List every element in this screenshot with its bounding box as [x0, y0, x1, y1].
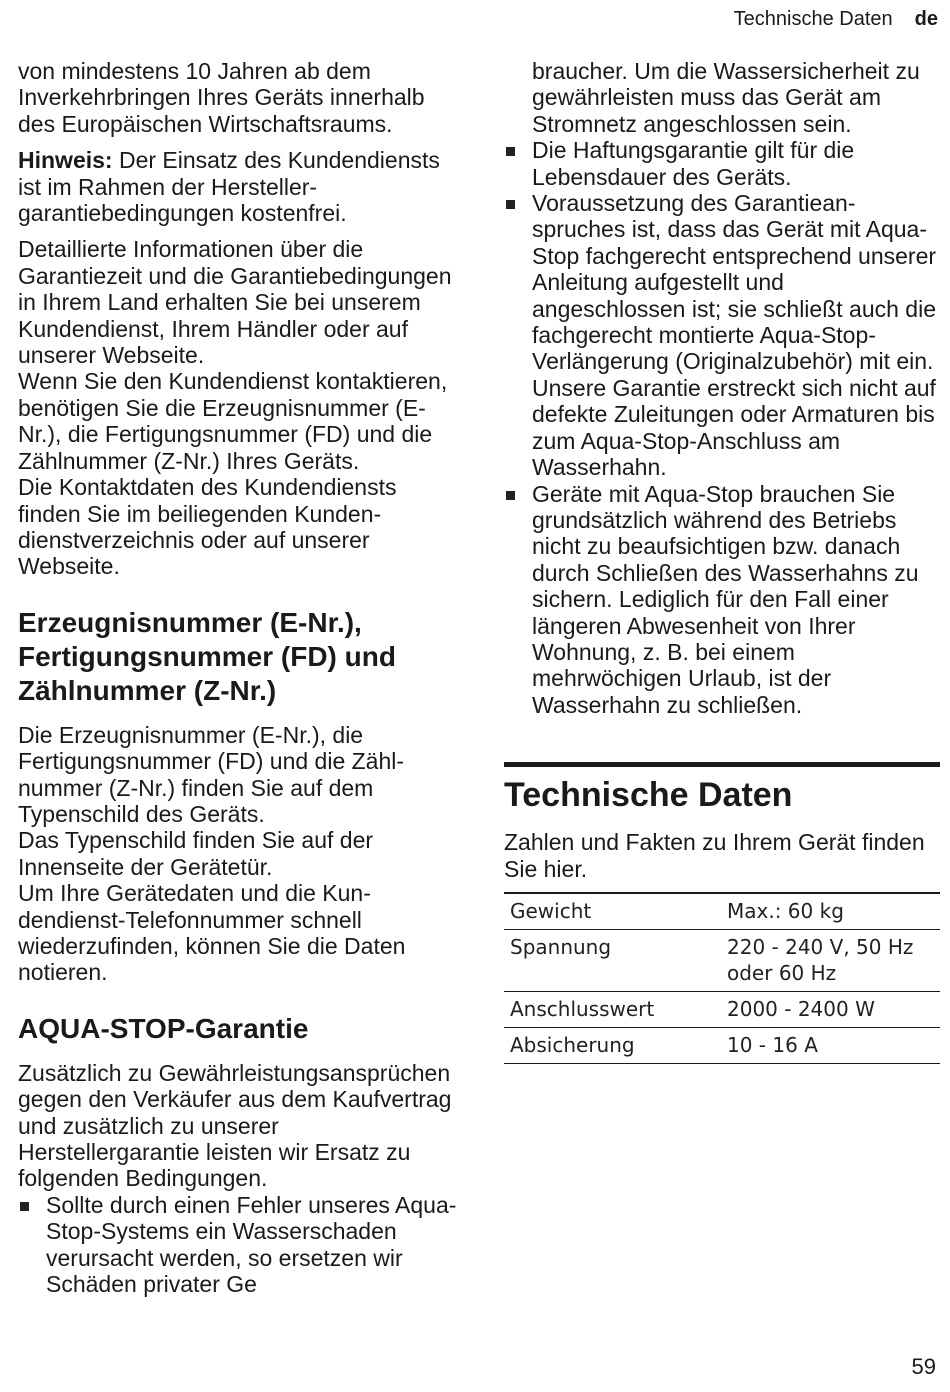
table-value: 220 - 240 V, 50 Hz oder 60 Hz	[721, 929, 940, 991]
list-item-continuation: braucher. Um die Wassersicherheit zu gewährleisten muss das Gerät am Stromnetz angeschlossen sein.	[532, 58, 920, 137]
header-section-title: Technische Daten	[733, 8, 893, 30]
warranty-period-paragraph: von mindestens 10 Jahren ab dem Inverkehrbringen Ihres Geräts innerhalb des Europäischen Wirtschaftsraums.	[18, 58, 425, 137]
technical-data-table	[504, 892, 940, 1064]
table-row	[504, 991, 940, 1027]
section-divider	[504, 762, 940, 767]
bullet-square-icon	[506, 147, 515, 156]
page-number: 59	[911, 1354, 936, 1379]
table-key: Gewicht	[504, 893, 721, 930]
product-numbers-paragraph: Die Erzeugnisnummer (E-Nr.), die Fertigungsnummer (FD) und die Zählnummer (Z-Nr.) finden Sie auf dem Typenschild des Geräts.	[18, 721, 405, 827]
table-value: Max.: 60 kg	[721, 893, 940, 930]
header-language-code: de	[914, 8, 938, 30]
type-plate-paragraph: Das Typenschild finden Sie auf der Innenseite der Gerätetür.	[18, 827, 374, 880]
table-row	[504, 893, 940, 930]
left-column	[18, 58, 463, 1297]
aqua-stop-list	[18, 1192, 463, 1298]
table-row	[504, 1027, 940, 1063]
aqua-stop-heading: AQUA-STOP-Garantie	[18, 1012, 309, 1044]
running-header	[734, 8, 938, 31]
note-label: Hinweis:	[18, 147, 113, 174]
contact-requirements-paragraph: Wenn Sie den Kundendienst kontaktieren, benötigen Sie die Erzeugnisnummer (E-Nr.), die Fertigungsnummer (FD) und die Zählnummer (Z-Nr.) Ihres Geräts.	[18, 368, 448, 474]
note-paragraph	[18, 147, 463, 226]
right-column	[504, 58, 940, 1064]
bullet-square-icon	[506, 491, 515, 500]
table-value: 2000 - 2400 W	[721, 991, 940, 1027]
list-item: Sollte durch einen Fehler unseres Aqua-Stop-Systems ein Wasserschaden verursacht werden, so ersetzen wir Schäden privater Ge	[18, 1192, 463, 1298]
bullet-square-icon	[506, 200, 515, 209]
contact-data-paragraph: Die Kontaktdaten des Kundendiensts finden Sie im beiliegenden Kundendienstverzeichnis oder auf unserer Webseite.	[18, 474, 397, 580]
aqua-stop-intro: Zusätzlich zu Gewährleistungsansprüchen gegen den Verkäufer aus dem Kaufvertrag und zusätzlich zu unserer Herstellergarantie leisten wir Ersatz zu folgenden Bedingungen.	[18, 1059, 452, 1192]
table-row	[504, 929, 940, 991]
note-text: Der Einsatz des Kundendiensts ist im Rahmen der Herstellergarantiebedingungen kostenfrei.	[18, 147, 440, 227]
list-item: Die Haftungsgarantie gilt für die Lebensdauer des Geräts.	[504, 137, 940, 190]
note-data-paragraph: Um Ihre Gerätedaten und die Kundendienst-Telefonnummer schnell wiederzufinden, können Sie die Daten notieren.	[18, 880, 406, 986]
aqua-stop-list-continued	[504, 137, 940, 718]
technical-data-intro: Zahlen und Fakten zu Ihrem Gerät finden Sie hier.	[504, 829, 925, 882]
technical-data-heading: Technische Daten	[504, 776, 793, 815]
list-item: Geräte mit Aqua-Stop brauchen Sie grundsätzlich während des Betriebs nicht zu beaufsichtigen bzw. danach durch Schließen des Wasserhahns zu sichern. Lediglich für den Fall einer längeren Abwesenheit von Ihrer Wohnung, z. B. bei einem mehrwöchigen Urlaub, ist der Wasserhahn zu schließen.	[504, 481, 940, 719]
warranty-info-paragraph: Detaillierte Informationen über die Garantiezeit und die Garantiebedingungen in Ihrem Land erhalten Sie bei unserem Kundendienst, Ihrem Händler oder auf unserer Webseite.	[18, 236, 452, 369]
table-key: Anschlusswert	[504, 991, 721, 1027]
table-key: Absicherung	[504, 1027, 721, 1063]
table-value: 10 - 16 A	[721, 1027, 940, 1063]
table-key: Spannung	[504, 929, 721, 991]
bullet-square-icon	[20, 1202, 29, 1211]
list-item: Voraussetzung des Garantieanspruches ist, dass das Gerät mit Aqua-Stop fachgerecht entsprechend unserer Anleitung aufgestellt und angeschlossen ist; sie schließt auch die fachgerecht montierte Aqua-Stop-Verlängerung (Originalzubehör) mit ein. Unsere Garantie erstreckt sich nicht auf defekte Zuleitungen oder Armaturen bis zum Aqua-Stop-Anschluss am Wasserhahn.	[504, 190, 940, 480]
product-numbers-heading: Erzeugnisnummer (E-Nr.), Fertigungsnummer (FD) und Zählnummer (Z-Nr.)	[18, 606, 396, 706]
